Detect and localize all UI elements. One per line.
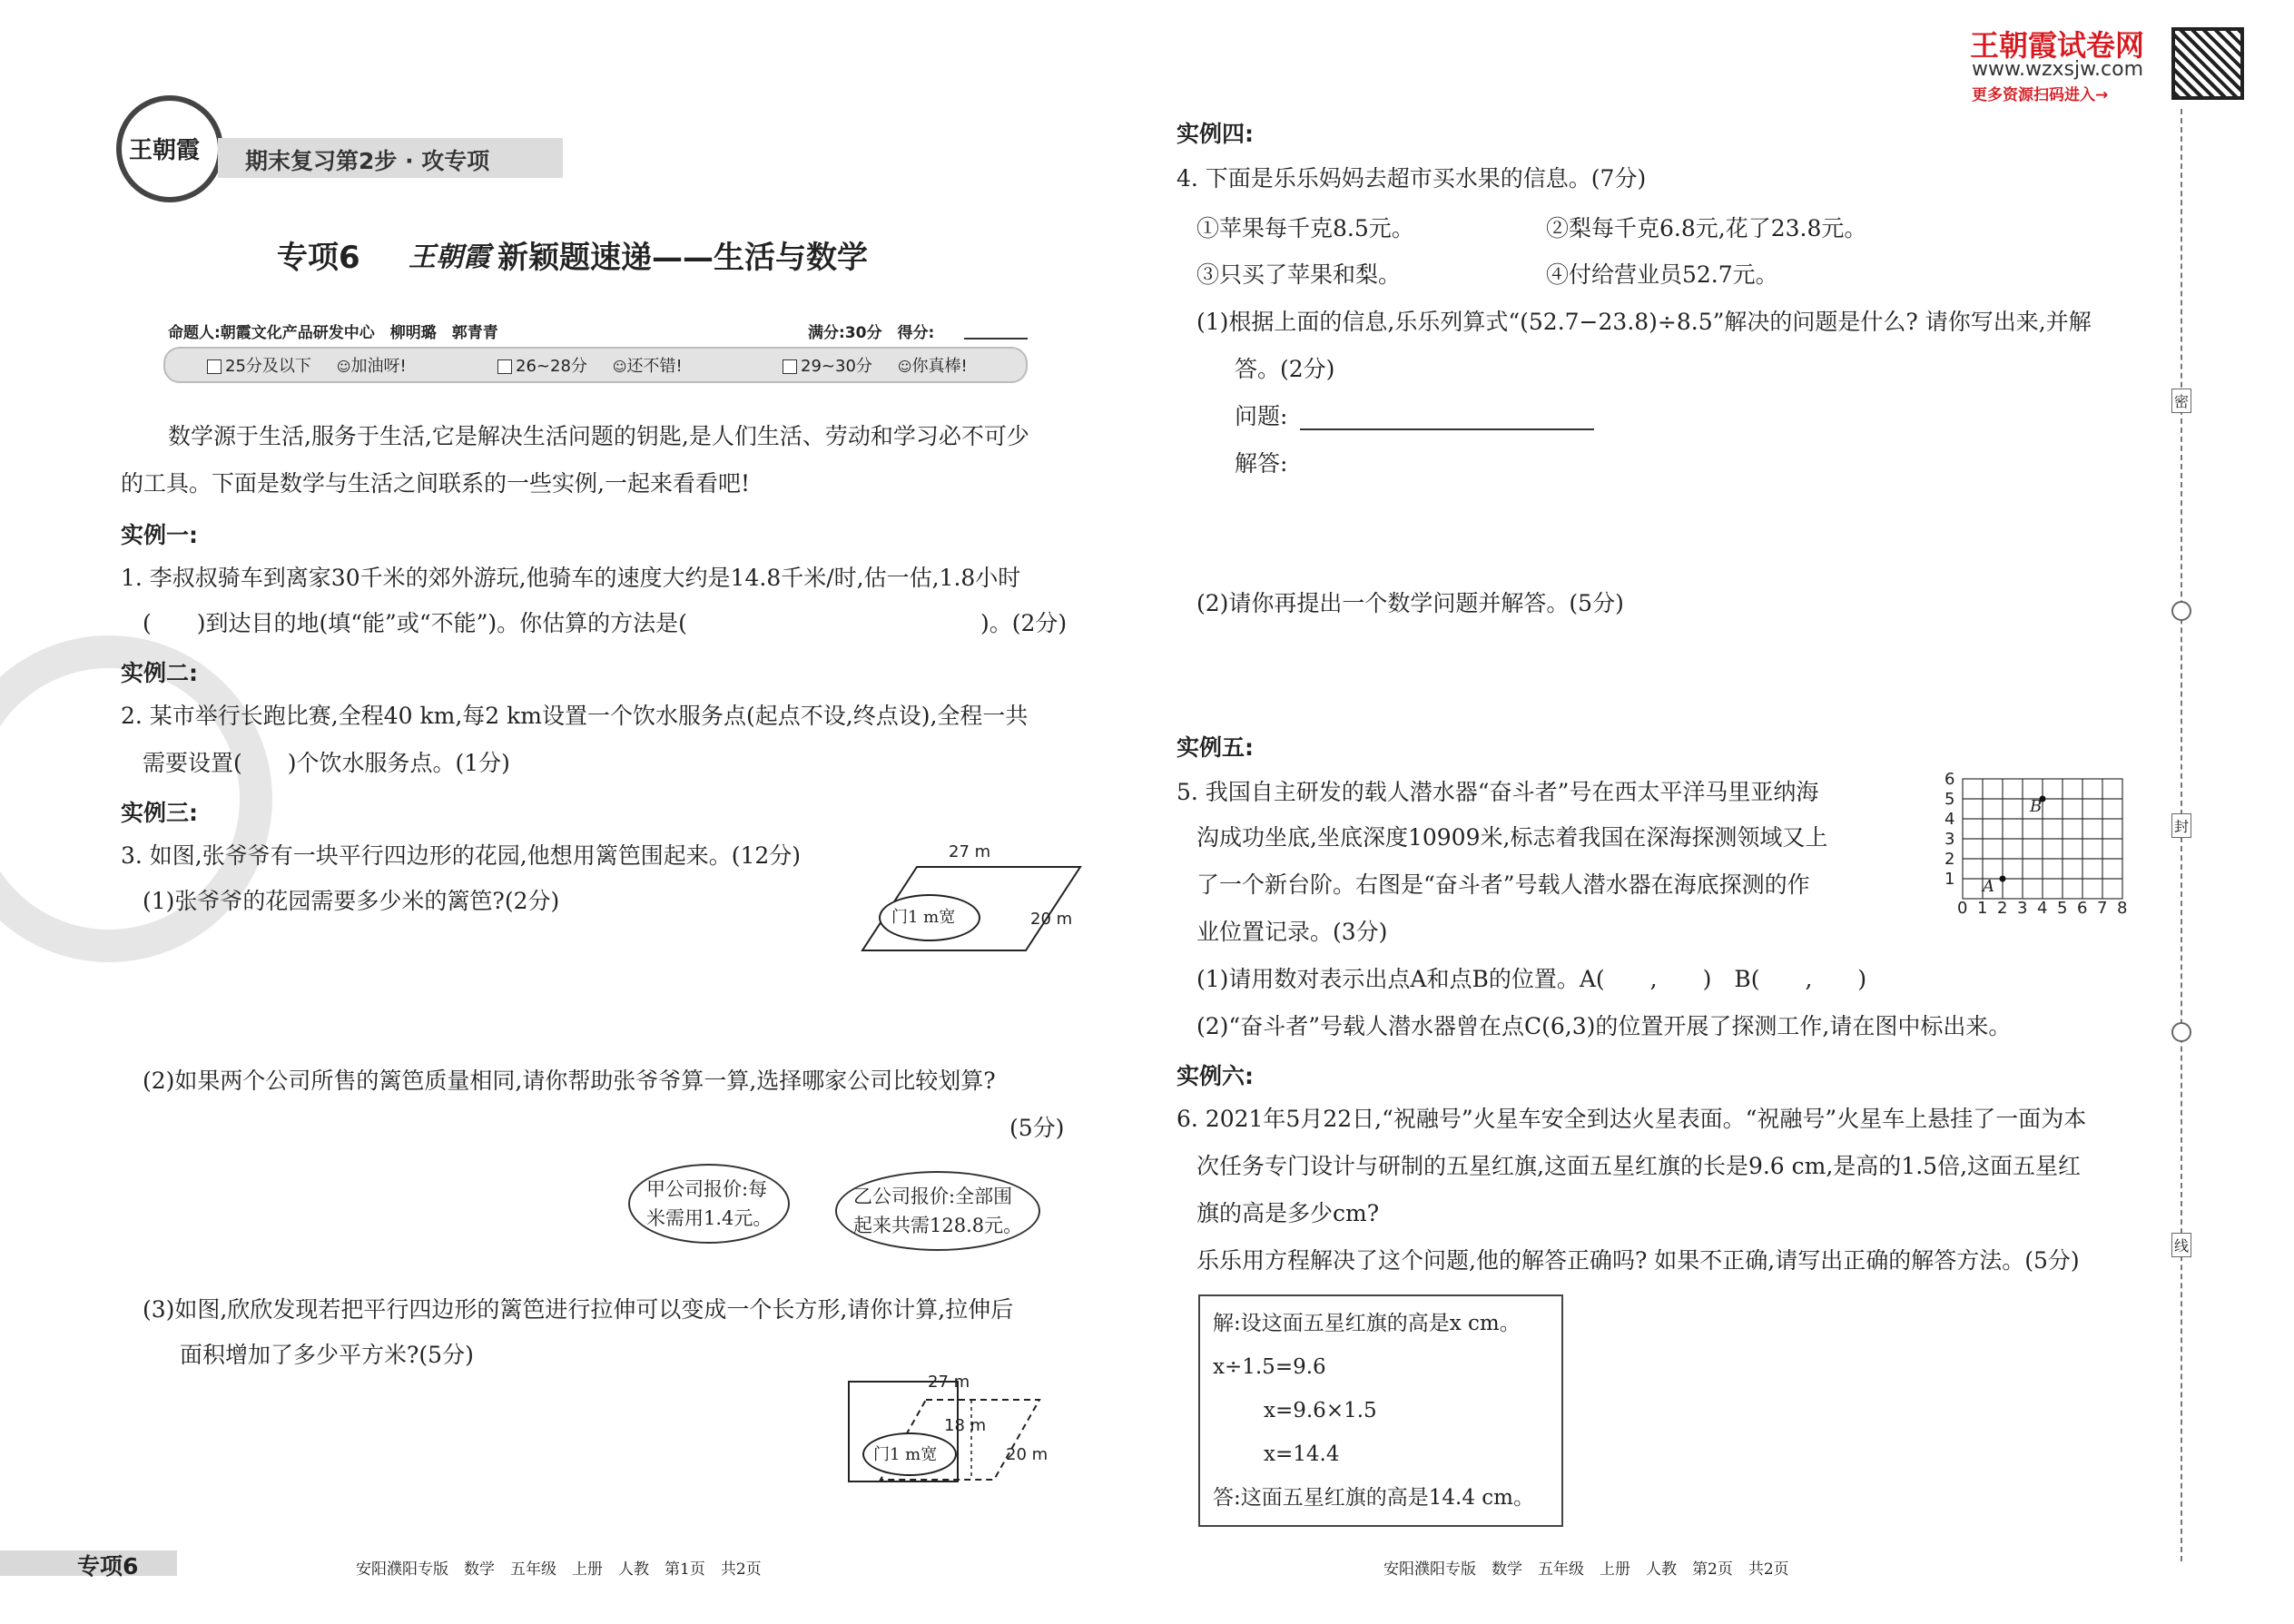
question-blank[interactable] <box>1300 428 1594 430</box>
question-label: 问题: <box>1235 403 1288 429</box>
company-a-bubble: 甲公司报价:每 米需用1.4元。 <box>628 1164 790 1244</box>
q4-line: 4. 下面是乐乐妈妈去超市买水果的信息。(7分) <box>1177 165 1647 192</box>
q3-sub-2: (2)如果两个公司所售的篱笆质量相同,请你帮助张爷爷算一算,选择哪家公司比较划算? <box>143 1068 996 1094</box>
fig2-height-label: 18 m <box>944 1416 987 1435</box>
q3-sub-1: (1)张爷爷的花园需要多少米的篱笆?(2分) <box>143 888 560 914</box>
q4-sub-2: (2)请你再提出一个数学问题并解答。(5分) <box>1196 590 1624 616</box>
q1-line: ( )到达目的地(填“能”或“不能”)。你估算的方法是( <box>143 610 687 636</box>
q6-line: 旗的高是多少cm? <box>1196 1200 1380 1226</box>
smile-icon: ☺ <box>612 359 627 375</box>
point-a-label: A <box>1983 877 1994 896</box>
checkbox[interactable] <box>497 359 512 374</box>
q5-sub-2: (2)“奋斗者”号载人潜水器曾在点C(6,3)的位置开展了探测工作,请在图中标出来。 <box>1196 1013 2012 1039</box>
example-3-title: 实例三: <box>121 800 198 826</box>
example-6-title: 实例六: <box>1177 1063 1254 1089</box>
solution-box: 解:设这面五星红旗的高是x cm。 x÷1.5=9.6 x=9.6×1.5 x=14.4 答:这面五星红旗的高是14.4 cm。 <box>1198 1294 1563 1527</box>
fig2-side-label: 20 m <box>1006 1445 1049 1464</box>
example-2-title: 实例二: <box>121 660 198 686</box>
site-slogan: 更多资源扫码进入→ <box>1972 86 2109 104</box>
example-5-title: 实例五: <box>1177 734 1254 761</box>
footer-tag: 专项6 <box>77 1553 139 1580</box>
rating-item: 25分及以下 ☺加油呀! <box>207 353 407 377</box>
grid-y-tick: 3 <box>1944 830 1955 849</box>
score-blank[interactable] <box>964 338 1028 340</box>
logo-text: 王朝霞 <box>129 137 201 164</box>
q5-line: 业位置记录。(3分) <box>1196 919 1388 945</box>
binding-char: 线 <box>2171 1233 2191 1257</box>
qr-code-icon[interactable] <box>2171 27 2244 100</box>
footer-info: 安阳濮阳专版 数学 五年级 上册 人教 第2页 共2页 <box>1383 1560 1789 1579</box>
binding-circle-icon <box>2171 601 2191 621</box>
binding-char: 密 <box>2171 389 2191 413</box>
q1-end: )。(2分) <box>980 610 1068 636</box>
q2-line: 2. 某市举行长跑比赛,全程40 km,每2 km设置一个饮水服务点(起点不设,终点设),全程一共 <box>121 703 1029 729</box>
q5-line: 5. 我国自主研发的载人潜水器“奋斗者”号在西太平洋马里亚纳海 <box>1177 779 1819 805</box>
q2-line: 需要设置( )个饮水服务点。(1分) <box>143 750 510 776</box>
q5-line: 了一个新台阶。右图是“奋斗者”号载人潜水器在海底探测的作 <box>1196 871 1810 898</box>
checkbox[interactable] <box>207 359 222 374</box>
site-url[interactable]: www.wzxsjw.com <box>1972 58 2144 81</box>
fig1-side-label: 20 m <box>1030 910 1073 929</box>
footer-info: 安阳濮阳专版 数学 五年级 上册 人教 第1页 共2页 <box>356 1560 762 1579</box>
site-name: 王朝霞试卷网 <box>1970 28 2145 63</box>
example-4-title: 实例四: <box>1177 121 1254 147</box>
coordinate-grid <box>1952 772 2142 917</box>
smile-icon: ☺ <box>336 359 351 375</box>
q1-line: 1. 李叔叔骑车到离家30千米的郊外游玩,他骑车的速度大约是14.8千米/时,估一估,1.8小时 <box>121 565 1021 591</box>
fig2-top-label: 27 m <box>928 1373 970 1392</box>
fig1-top-label: 27 m <box>949 842 991 861</box>
rating-item: 26~28分 ☺还不错! <box>497 353 683 377</box>
q6-line: 6. 2021年5月22日,“祝融号”火星车安全到达火星表面。“祝融号”火星车上悬挂了一面为本 <box>1177 1106 2087 1132</box>
intro-line: 数学源于生活,服务于生活,它是解决生活问题的钥匙,是人们生活、劳动和学习必不可少 <box>168 423 1029 449</box>
q4-sub-1: (1)根据上面的信息,乐乐列算式“(52.7−23.8)÷8.5”解决的问题是什么? 请你写出来,并解 <box>1196 309 2092 335</box>
banner-text: 期末复习第2步 · 攻专项 <box>245 148 490 174</box>
grid-y-tick: 2 <box>1944 850 1955 869</box>
info-item: ④付给营业员52.7元。 <box>1546 261 1778 288</box>
point-b-label: B <box>2030 797 2043 816</box>
info-item: ②梨每千克6.8元,花了23.8元。 <box>1546 215 1867 241</box>
topic-brand: 王朝霞 <box>409 241 490 273</box>
grid-x-ticks: 0 1 2 3 4 5 6 7 8 <box>1957 899 2128 918</box>
smile-icon: ☺ <box>897 359 912 375</box>
q4-sub-1: 答。(2分) <box>1235 356 1335 382</box>
topic-number: 专项6 <box>277 240 360 276</box>
q3-sub-3: 面积增加了多少平方米?(5分) <box>180 1342 474 1368</box>
fig1-gate-label: 门1 m宽 <box>891 908 956 927</box>
binding-circle-icon <box>2171 1022 2191 1042</box>
info-item: ③只买了苹果和梨。 <box>1196 261 1402 288</box>
brand-logo <box>116 95 223 202</box>
q6-line: 次任务专门设计与研制的五星红旗,这面五星红旗的长是9.6 cm,是高的1.5倍,这面五星红 <box>1196 1153 2082 1179</box>
q3-line: 3. 如图,张爷爷有一块平行四边形的花园,他想用篱笆围起来。(12分) <box>121 842 802 869</box>
grid-y-tick: 4 <box>1944 810 1955 829</box>
fig2-gate-label: 门1 m宽 <box>873 1445 938 1464</box>
q5-line: 沟成功坐底,坐底深度10909米,标志着我国在深海探测领域又上 <box>1196 824 1828 851</box>
q6-ask: 乐乐用方程解决了这个问题,他的解答正确吗? 如果不正确,请写出正确的解答方法。(5分) <box>1196 1247 2080 1274</box>
rating-item: 29~30分 ☺你真棒! <box>783 353 968 377</box>
q5-sub-1: (1)请用数对表示出点A和点B的位置。A( , ) B( , ) <box>1196 966 1867 992</box>
intro-line: 的工具。下面是数学与生活之间联系的一些实例,一起来看看吧! <box>121 470 750 497</box>
score-label: 满分:30分 得分: <box>808 324 935 342</box>
q3-sub-3: (3)如图,欣欣发现若把平行四边形的篱笆进行拉伸可以变成一个长方形,请你计算,拉伸后 <box>143 1296 1014 1323</box>
grid-y-tick: 1 <box>1944 870 1955 889</box>
example-1-title: 实例一: <box>121 522 198 548</box>
topic-title: 新颖题速递——生活与数学 <box>497 240 868 276</box>
checkbox[interactable] <box>783 359 797 374</box>
q3-sub-2-points: (5分) <box>1009 1115 1065 1141</box>
binding-char: 封 <box>2171 813 2191 838</box>
info-item: ①苹果每千克8.5元。 <box>1196 215 1414 241</box>
authors: 命题人:朝霞文化产品研发中心 柳明璐 郭青青 <box>168 324 498 342</box>
grid-y-tick: 5 <box>1944 790 1955 809</box>
company-b-bubble: 乙公司报价:全部围 起来共需128.8元。 <box>835 1171 1040 1251</box>
grid-y-tick: 6 <box>1944 770 1955 789</box>
answer-label: 解答: <box>1235 450 1288 477</box>
